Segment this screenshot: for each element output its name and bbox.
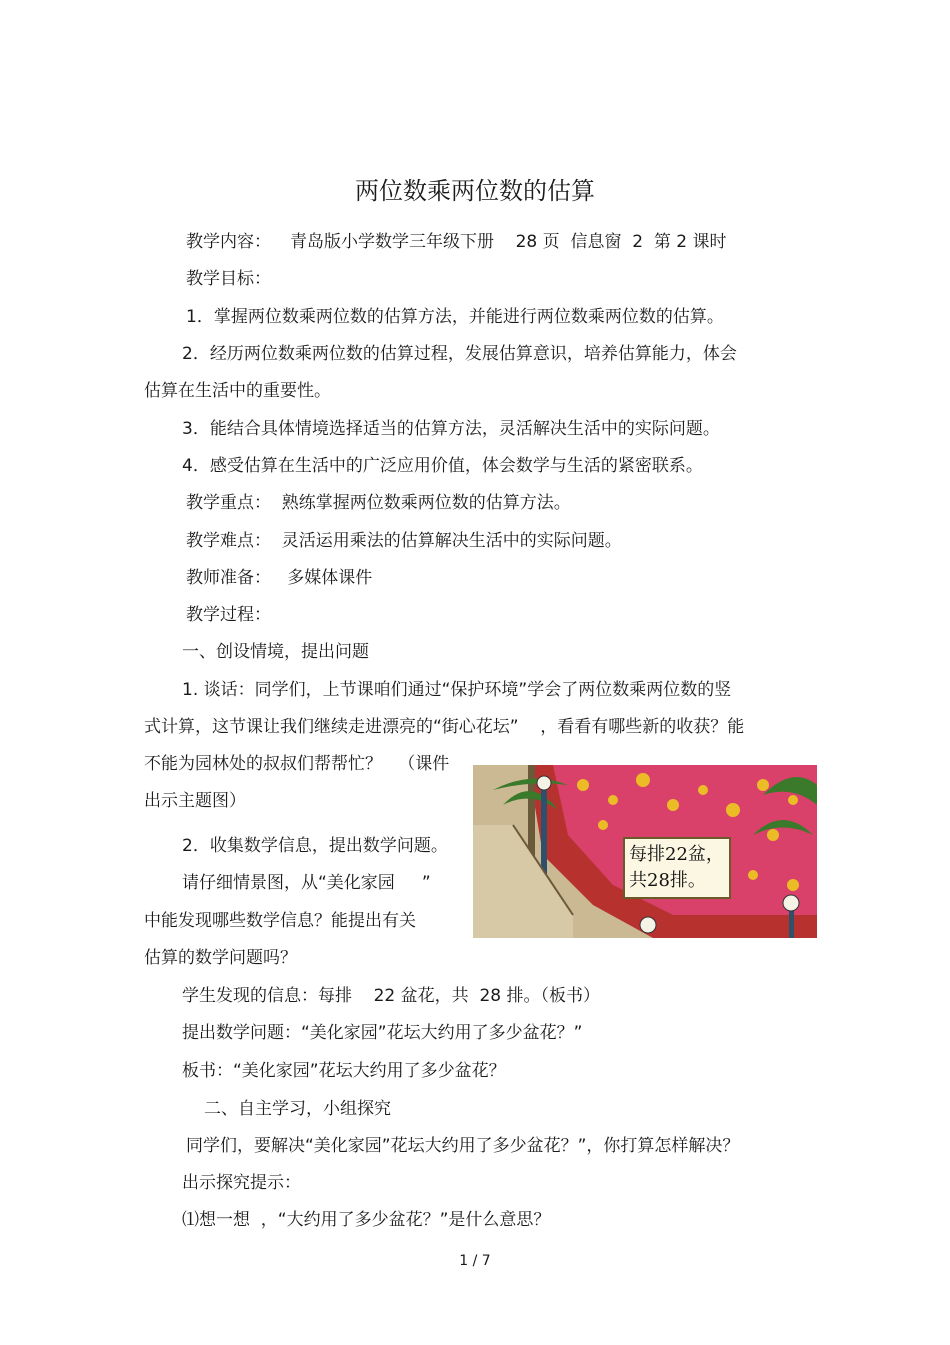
flower-bed-illustration [473,765,817,938]
document-title: 两位数乘两位数的估算 [355,177,595,205]
section-heading: 一、创设情境，提出问题 [182,642,369,662]
goal-line: 1．掌握两位数乘两位数的估算方法，并能进行两位数乘两位数的估算。 [186,307,724,327]
paragraph-line: 同学们，要解决“美化家园”花坛大约用了多少盆花？”，你打算怎样解决？ [186,1136,740,1156]
goal-line: 估算在生活中的重要性。 [144,381,331,401]
goal-line: 3．能结合具体情境选择适当的估算方法，灵活解决生活中的实际问题。 [182,419,720,439]
paragraph-line: ⑴想一想 ，“大约用了多少盆花？”是什么意思？ [182,1210,551,1230]
goal-line: 2．经历两位数乘两位数的估算过程，发展估算意识，培养估算能力，体会 [182,344,737,364]
paragraph-line: 提出数学问题：“美化家园”花坛大约用了多少盆花？” [182,1023,583,1043]
sign-line: 每排22盆， [629,844,724,865]
paragraph-line: 请仔细情景图，从“美化家园 ” [182,873,431,893]
info-sign [623,837,731,899]
paragraph-line: 式计算，这节课让我们继续走进漂亮的“街心花坛” ，看看有哪些新的收获？能 [144,717,745,737]
goals-label: 教学目标： [186,269,271,289]
preparation: 教师准备： 多媒体课件 [186,568,373,588]
section-heading: 二、自主学习，小组探究 [204,1099,391,1119]
paragraph-line: 2．收集数学信息，提出数学问题。 [182,836,448,856]
sign-line: 共28排。 [629,870,706,891]
content-value: 青岛版小学数学三年级下册 28 页 信息窗 2 第 2 课时 [290,232,727,252]
paragraph-line: 中能发现哪些数学信息？能提出有关 [144,911,416,931]
paragraph-line: 板书：“美化家园”花坛大约用了多少盆花？ [182,1061,506,1081]
paragraph-line: 出示探究提示： [182,1173,301,1193]
key-point: 教学重点： 熟练掌握两位数乘两位数的估算方法。 [186,493,571,513]
content-label: 教学内容： [186,232,271,252]
paragraph-line: 估算的数学问题吗？ [144,948,297,968]
paragraph-line: 不能为园林处的叔叔们帮帮忙？ （课件 [144,754,450,774]
paragraph-line: 1. 谈话：同学们，上节课咱们通过“保护环境”学会了两位数乘两位数的竖 [182,680,732,700]
page-number: 1 / 7 [459,1253,491,1269]
goal-line: 4．感受估算在生活中的广泛应用价值，体会数学与生活的紧密联系。 [182,456,703,476]
paragraph-line: 学生发现的信息：每排 22 盆花，共 28 排。（板书） [182,986,600,1006]
difficulty: 教学难点： 灵活运用乘法的估算解决生活中的实际问题。 [186,531,622,551]
process-label: 教学过程： [186,605,271,625]
paragraph-line: 出示主题图） [144,791,246,811]
